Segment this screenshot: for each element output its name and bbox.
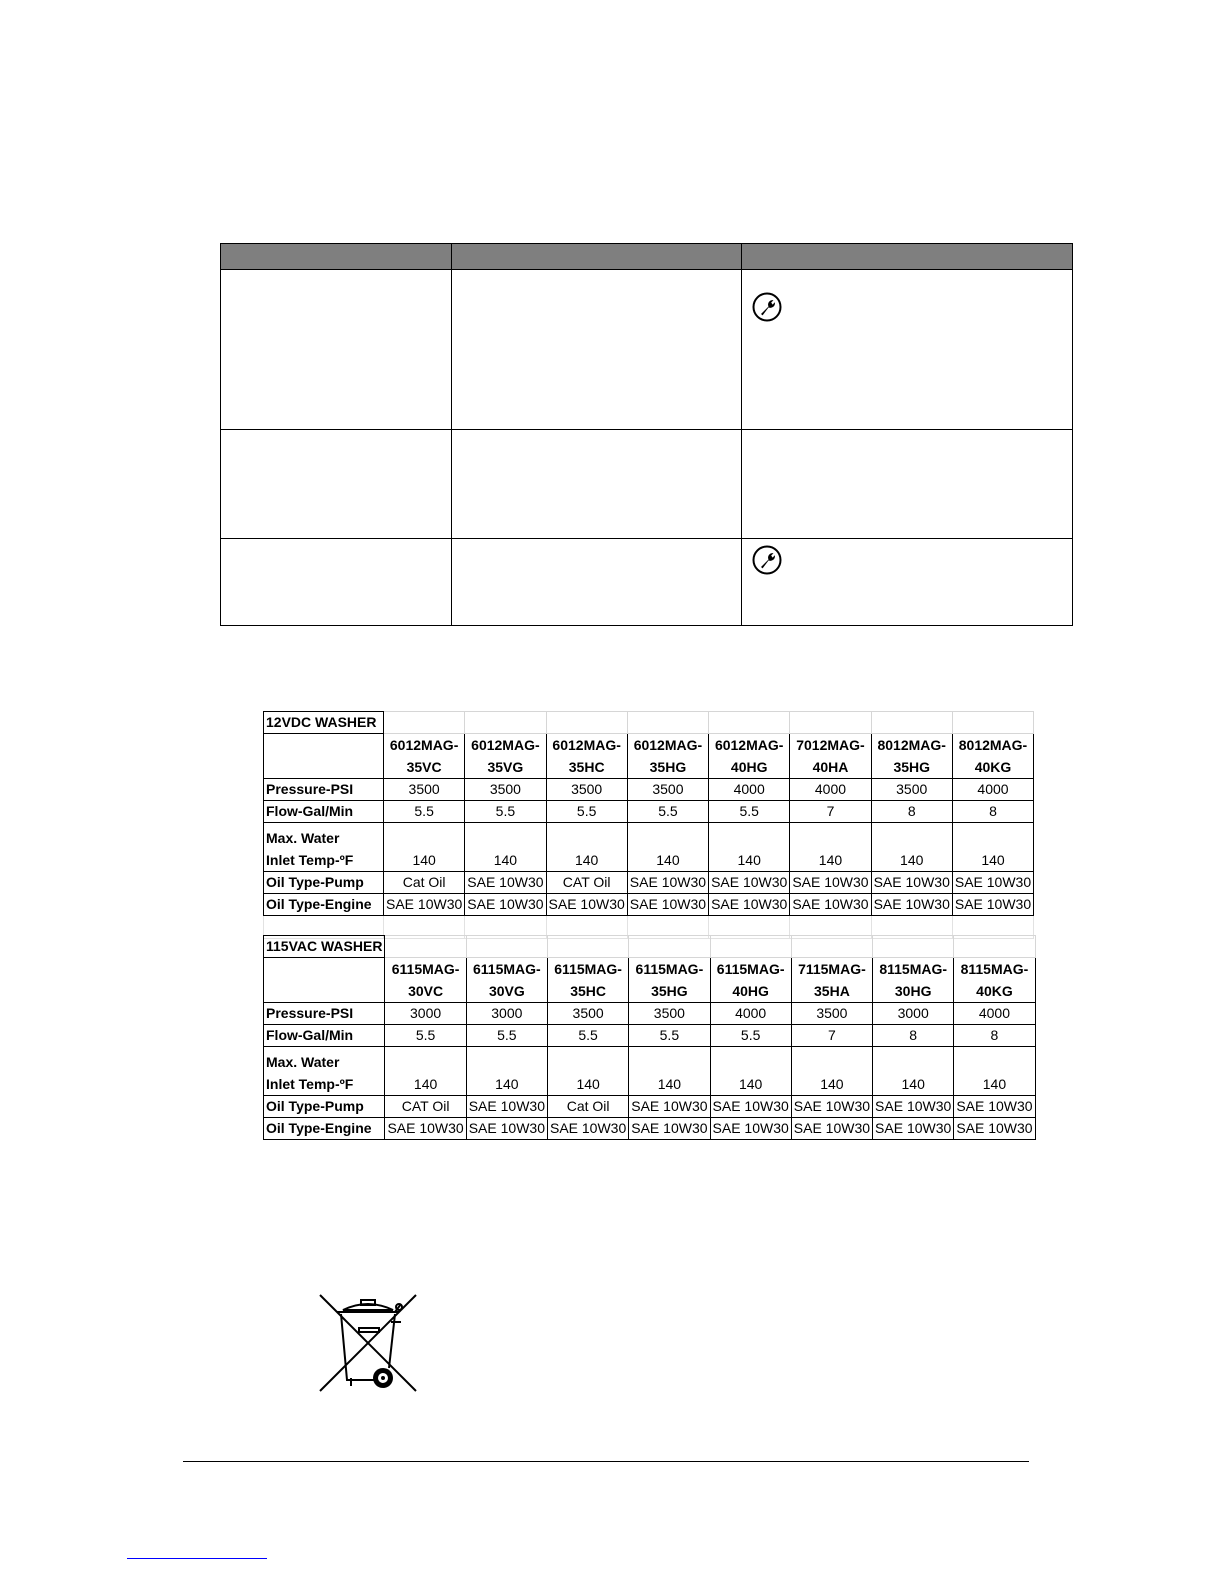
spec-value-cell: 3500 [871, 779, 952, 801]
spec-value-cell: 5.5 [465, 801, 546, 823]
empty-cell [709, 712, 790, 734]
spec-value-cell: SAE 10W30 [546, 894, 627, 916]
cause-cell [452, 539, 742, 626]
spec-value-cell: SAE 10W30 [790, 894, 871, 916]
spec-value-cell: SAE 10W30 [952, 872, 1033, 894]
spec-row-label: Flow-Gal/Min [264, 1025, 385, 1047]
empty-cell [629, 936, 710, 958]
spec-value-cell: SAE 10W30 [710, 1096, 791, 1118]
spec-value-cell: 3000 [466, 1003, 547, 1025]
model-header: 6115MAG- 30VG [466, 958, 547, 1003]
troubleshooting-row [221, 270, 1073, 430]
model-header: 6012MAG- 35VG [465, 734, 546, 779]
problem-cell [221, 430, 452, 539]
empty-cell [627, 712, 708, 734]
spec-value-cell: 7 [790, 801, 871, 823]
model-header: 6115MAG- 40HG [710, 958, 791, 1003]
spec-title-row [264, 712, 1034, 734]
model-header: 8115MAG- 40KG [954, 958, 1035, 1003]
crossed-out-wheelie-bin-icon [315, 1290, 421, 1396]
spec-title: 115VAC WASHER [264, 936, 385, 958]
spec-table-12vdc [263, 711, 1034, 939]
problem-cell [221, 539, 452, 626]
spec-value-cell: 3500 [791, 1003, 872, 1025]
spec-value-cell: SAE 10W30 [873, 1096, 954, 1118]
spec-title: 12VDC WASHER [264, 712, 384, 734]
empty-cell [264, 958, 385, 1003]
spec-value-cell: 140 [791, 1047, 872, 1096]
spec-value-cell: 140 [952, 823, 1033, 872]
spec-value-cell: 8 [873, 1025, 954, 1047]
solution-cell [742, 539, 1073, 626]
model-header: 8012MAG- 40KG [952, 734, 1033, 779]
empty-cell [466, 936, 547, 958]
model-header: 6012MAG- 40HG [709, 734, 790, 779]
spec-value-cell: SAE 10W30 [952, 894, 1033, 916]
empty-cell [264, 734, 384, 779]
spec-value-cell: 3500 [629, 1003, 710, 1025]
spec-value-cell: 140 [954, 1047, 1035, 1096]
spec-value-cell: SAE 10W30 [871, 894, 952, 916]
spec-row [264, 1047, 1036, 1096]
spec-value-cell: SAE 10W30 [709, 894, 790, 916]
spec-value-cell: SAE 10W30 [873, 1118, 954, 1140]
model-header: 6012MAG- 35HG [627, 734, 708, 779]
spec-value-cell: 5.5 [384, 801, 465, 823]
empty-cell [546, 712, 627, 734]
spec-value-cell: 140 [546, 823, 627, 872]
spec-row-label: Max. Water Inlet Temp-ºF [264, 823, 384, 872]
wrench-icon [752, 292, 782, 322]
model-header: 6012MAG- 35VC [384, 734, 465, 779]
spec-value-cell: 3500 [546, 779, 627, 801]
spec-row-label: Max. Water Inlet Temp-ºF [264, 1047, 385, 1096]
empty-cell [954, 936, 1035, 958]
spec-model-row [264, 958, 1036, 1003]
empty-cell [871, 712, 952, 734]
spec-row [264, 1118, 1036, 1140]
empty-cell [790, 712, 871, 734]
empty-cell [952, 712, 1033, 734]
spec-value-cell: 8 [952, 801, 1033, 823]
spec-value-cell: 4000 [954, 1003, 1035, 1025]
troubleshooting-row [221, 430, 1073, 539]
spec-table-115vac [263, 935, 1036, 1140]
spec-row-label: Pressure-PSI [264, 1003, 385, 1025]
spec-value-cell: 140 [710, 1047, 791, 1096]
spec-value-cell: 5.5 [466, 1025, 547, 1047]
spec-value-cell: SAE 10W30 [954, 1096, 1035, 1118]
spec-value-cell: SAE 10W30 [547, 1118, 628, 1140]
spec-value-cell: SAE 10W30 [627, 872, 708, 894]
spec-value-cell: 3000 [385, 1003, 466, 1025]
wrench-icon [752, 545, 782, 575]
footer-link-underline [127, 1558, 267, 1559]
spec-value-cell: 7 [791, 1025, 872, 1047]
spec-value-cell: 140 [790, 823, 871, 872]
solution-cell [742, 430, 1073, 539]
spec-value-cell: 3500 [465, 779, 546, 801]
model-header: 8012MAG- 35HG [871, 734, 952, 779]
header-cell [742, 244, 1073, 270]
header-cell [452, 244, 742, 270]
spec-title-row [264, 936, 1036, 958]
empty-cell [873, 936, 954, 958]
spec-row [264, 872, 1034, 894]
spec-row [264, 801, 1034, 823]
spec-value-cell: SAE 10W30 [709, 872, 790, 894]
spec-row-label: Oil Type-Engine [264, 1118, 385, 1140]
spec-model-row [264, 734, 1034, 779]
spec-value-cell: CAT Oil [546, 872, 627, 894]
spec-row-label: Oil Type-Pump [264, 872, 384, 894]
empty-cell [385, 936, 466, 958]
spec-row [264, 823, 1034, 872]
solution-cell [742, 270, 1073, 430]
spec-value-cell: SAE 10W30 [629, 1118, 710, 1140]
problem-cell [221, 270, 452, 430]
spec-value-cell: 4000 [709, 779, 790, 801]
spec-value-cell: 3500 [384, 779, 465, 801]
spec-value-cell: SAE 10W30 [791, 1118, 872, 1140]
spec-value-cell: 140 [709, 823, 790, 872]
model-header: 8115MAG- 30HG [873, 958, 954, 1003]
spec-value-cell: 5.5 [627, 801, 708, 823]
spec-value-cell: CAT Oil [385, 1096, 466, 1118]
spec-value-cell: 5.5 [710, 1025, 791, 1047]
spec-value-cell: Cat Oil [547, 1096, 628, 1118]
model-header: 6115MAG- 30VC [385, 958, 466, 1003]
spec-value-cell: 5.5 [709, 801, 790, 823]
spec-row [264, 894, 1034, 916]
spec-row-label: Pressure-PSI [264, 779, 384, 801]
spec-value-cell: 5.5 [546, 801, 627, 823]
spec-value-cell: SAE 10W30 [710, 1118, 791, 1140]
troubleshooting-header-row [221, 244, 1073, 270]
empty-cell [384, 712, 465, 734]
spec-value-cell: 8 [954, 1025, 1035, 1047]
troubleshooting-table [220, 243, 1073, 626]
spec-value-cell: SAE 10W30 [629, 1096, 710, 1118]
spec-value-cell: SAE 10W30 [791, 1096, 872, 1118]
empty-cell [547, 936, 628, 958]
spec-value-cell: SAE 10W30 [790, 872, 871, 894]
model-header: 6115MAG- 35HC [547, 958, 628, 1003]
spec-row [264, 1025, 1036, 1047]
empty-cell [791, 936, 872, 958]
spec-value-cell: SAE 10W30 [466, 1096, 547, 1118]
spec-value-cell: 140 [629, 1047, 710, 1096]
empty-cell [710, 936, 791, 958]
spec-row-label: Oil Type-Pump [264, 1096, 385, 1118]
model-header: 7115MAG- 35HA [791, 958, 872, 1003]
model-header: 7012MAG- 40HA [790, 734, 871, 779]
model-header: 6115MAG- 35HG [629, 958, 710, 1003]
spec-value-cell: 5.5 [629, 1025, 710, 1047]
spec-value-cell: 3000 [873, 1003, 954, 1025]
spec-value-cell: SAE 10W30 [627, 894, 708, 916]
spec-value-cell: SAE 10W30 [466, 1118, 547, 1140]
spec-row-label: Flow-Gal/Min [264, 801, 384, 823]
spec-value-cell: SAE 10W30 [871, 872, 952, 894]
spec-value-cell: 140 [873, 1047, 954, 1096]
spec-row [264, 1003, 1036, 1025]
header-cell [221, 244, 452, 270]
spec-value-cell: SAE 10W30 [465, 872, 546, 894]
spec-value-cell: SAE 10W30 [465, 894, 546, 916]
spec-value-cell: Cat Oil [384, 872, 465, 894]
spec-value-cell: 140 [871, 823, 952, 872]
model-header: 6012MAG- 35HC [546, 734, 627, 779]
spec-value-cell: 140 [384, 823, 465, 872]
spec-value-cell: 140 [547, 1047, 628, 1096]
cause-cell [452, 430, 742, 539]
troubleshooting-row [221, 539, 1073, 626]
cause-cell [452, 270, 742, 430]
spec-value-cell: 4000 [790, 779, 871, 801]
spec-value-cell: 8 [871, 801, 952, 823]
spec-value-cell: SAE 10W30 [384, 894, 465, 916]
spec-value-cell: SAE 10W30 [954, 1118, 1035, 1140]
spec-value-cell: 5.5 [385, 1025, 466, 1047]
spec-value-cell: 5.5 [547, 1025, 628, 1047]
spec-value-cell: 3500 [627, 779, 708, 801]
spec-value-cell: 4000 [710, 1003, 791, 1025]
spec-row [264, 779, 1034, 801]
spec-value-cell: 140 [466, 1047, 547, 1096]
footer-rule [183, 1461, 1029, 1462]
spec-value-cell: 3500 [547, 1003, 628, 1025]
spec-row-label: Oil Type-Engine [264, 894, 384, 916]
empty-cell [465, 712, 546, 734]
spec-value-cell: SAE 10W30 [385, 1118, 466, 1140]
spec-value-cell: 140 [627, 823, 708, 872]
spec-value-cell: 140 [385, 1047, 466, 1096]
spec-row [264, 1096, 1036, 1118]
spec-value-cell: 140 [465, 823, 546, 872]
spec-value-cell: 4000 [952, 779, 1033, 801]
